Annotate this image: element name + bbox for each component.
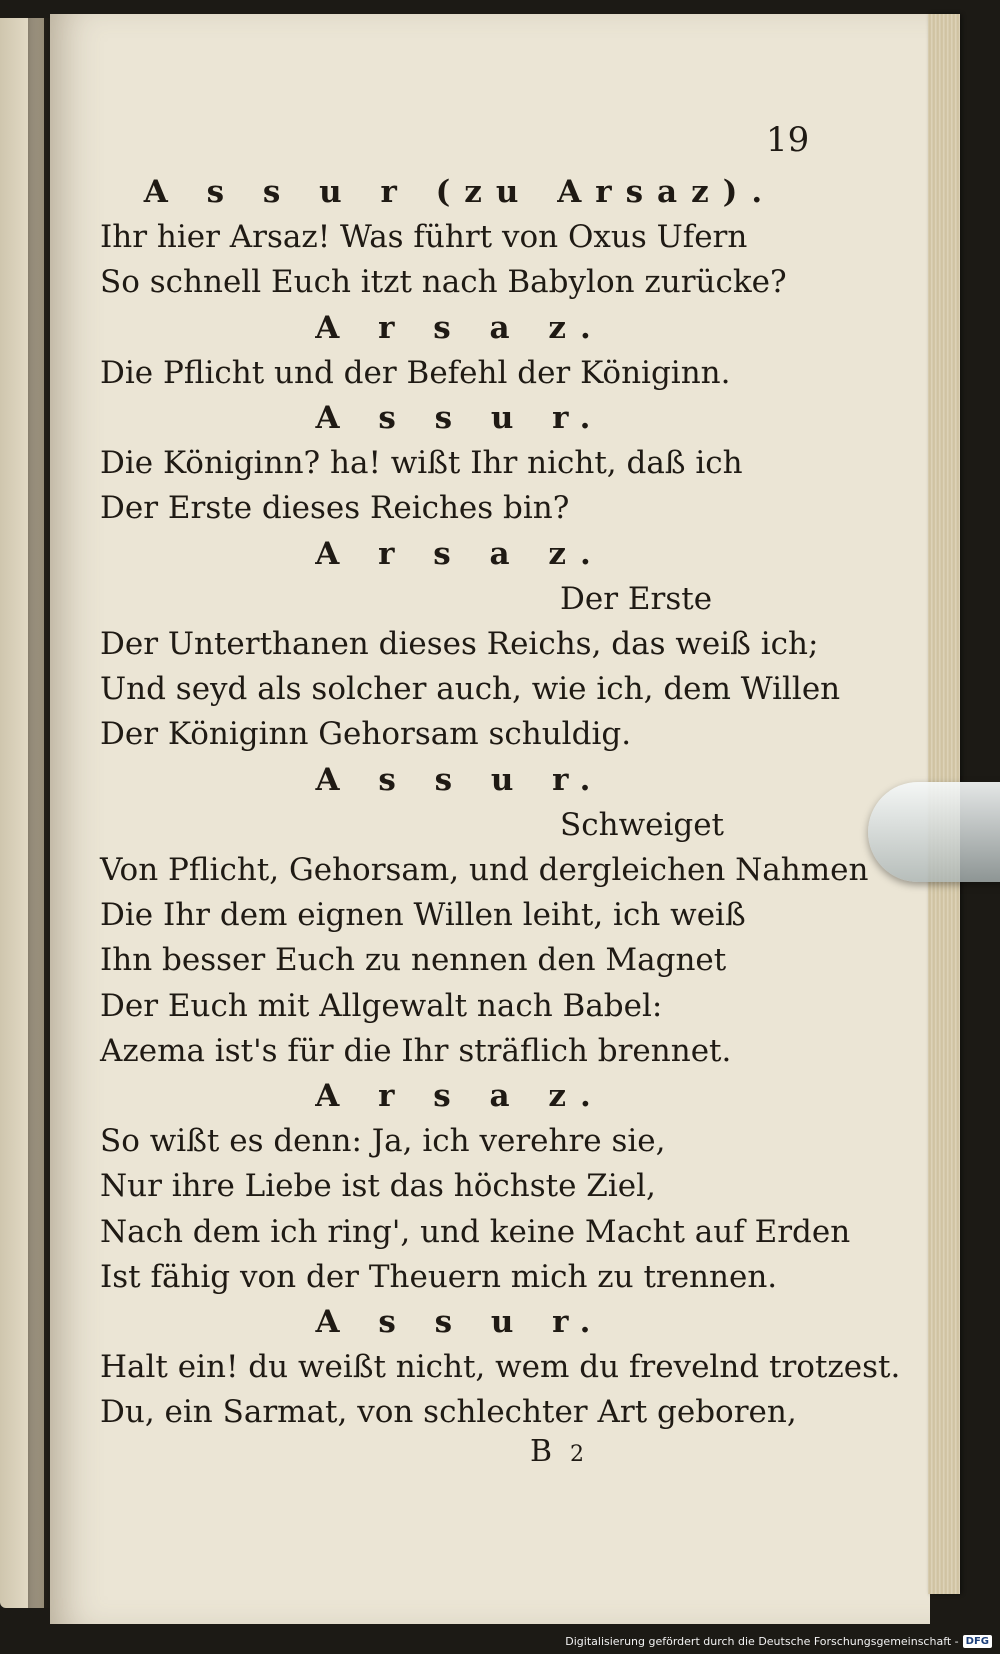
- speaker-name: A r s a z.: [315, 1078, 605, 1114]
- verse-line: So wißt es denn: Ja, ich verehre sie,: [100, 1123, 666, 1160]
- signature-mark: 2: [570, 1442, 585, 1467]
- book-gutter: [28, 18, 52, 1608]
- page-clip: [868, 782, 1000, 882]
- catchword: B: [530, 1434, 553, 1469]
- verse-line: Die Ihr dem eignen Willen leiht, ich weiß: [100, 897, 746, 934]
- verse-line: Die Königinn? ha! wißt Ihr nicht, daß ich: [100, 445, 743, 482]
- verse-line: Ihr hier Arsaz! Was führt von Oxus Ufern: [100, 219, 748, 256]
- verse-line: Azema ist's für die Ihr sträflich brennet.: [100, 1032, 732, 1069]
- footer-text: Digitalisierung gefördert durch die Deutsche Forschungsgemeinschaft -: [565, 1635, 959, 1648]
- verse-line: Und seyd als solcher auch, wie ich, dem Willen: [100, 671, 841, 708]
- verse-line: Nur ihre Liebe ist das höchste Ziel,: [100, 1168, 656, 1205]
- speaker-name: A s s u r.: [315, 1304, 605, 1340]
- verse-line: Der Euch mit Allgewalt nach Babel:: [100, 987, 663, 1024]
- speaker-name: A r s a z.: [315, 535, 605, 572]
- footer-credit: [565, 1635, 992, 1648]
- verse-line: Du, ein Sarmat, von schlechter Art geboren,: [100, 1394, 797, 1431]
- speaker-name: A s s u r.: [315, 400, 605, 436]
- verse-line: Der Unterthanen dieses Reichs, das weiß ich;: [100, 626, 819, 662]
- catchword-line: [530, 1434, 584, 1469]
- verse-line: Schweiget: [560, 806, 725, 843]
- verse-line: Halt ein! du weißt nicht, wem du frevelnd trotzest.: [100, 1349, 901, 1386]
- speaker-name: A r s a z.: [315, 309, 605, 346]
- verse-line: Die Pflicht und der Befehl der Königinn.: [100, 354, 731, 391]
- verse-line: Der Königinn Gehorsam schuldig.: [100, 716, 632, 753]
- speaker-name: A s s u r.: [315, 761, 605, 798]
- verse-line: Nach dem ich ring', und keine Macht auf Erden: [100, 1213, 851, 1250]
- verse-line: Von Pflicht, Gehorsam, und dergleichen Nahmen: [100, 852, 869, 888]
- verse-line: Der Erste dieses Reiches bin?: [100, 490, 570, 527]
- verse-line: Ihn besser Euch zu nennen den Magnet: [100, 942, 727, 979]
- page-number: 19: [766, 120, 810, 160]
- verse-line: So schnell Euch itzt nach Babylon zurücke?: [100, 264, 787, 301]
- verse-line: Ist fähig von der Theuern mich zu trennen.: [100, 1258, 778, 1295]
- speaker-name: A s s u r (zu Arsaz).: [143, 174, 777, 210]
- verse-line: Der Erste: [560, 580, 713, 617]
- dfg-logo: DFG: [963, 1635, 992, 1648]
